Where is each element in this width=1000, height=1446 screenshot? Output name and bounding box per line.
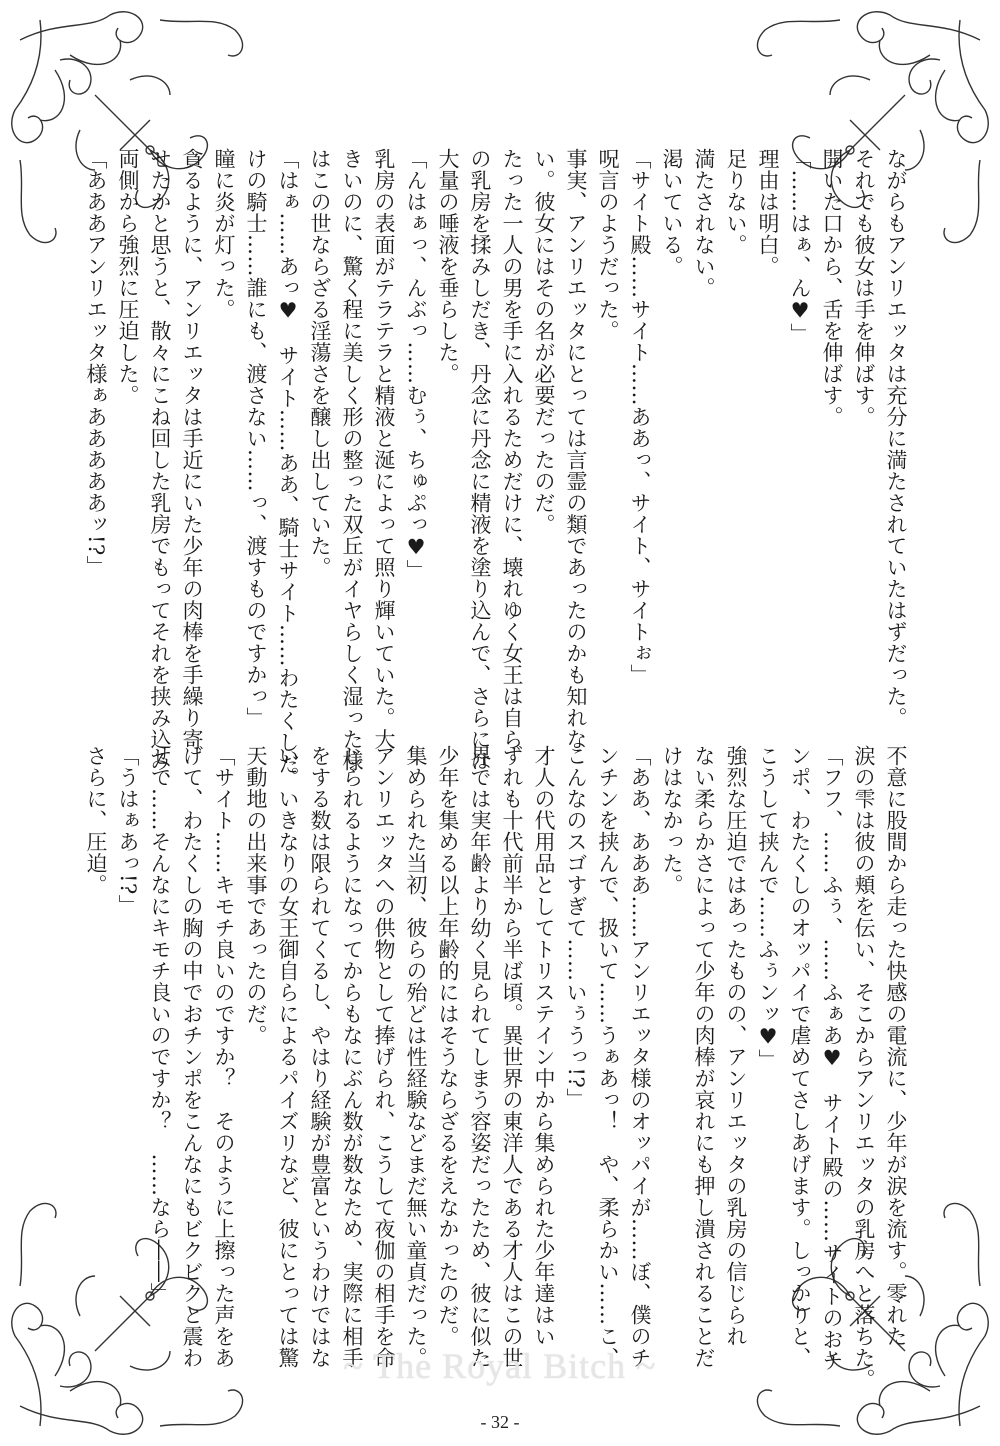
text-line: 呪言のようだった。 bbox=[596, 148, 620, 342]
text-line: 「はぁ……あっ♥ サイト……ああ、騎士サイト……わたくしだ bbox=[276, 148, 300, 775]
text-line: 「……はぁ、ん♥」 bbox=[788, 148, 812, 345]
text-line: せたかと思うと、散々にこね回した乳房でもってそれを挟み込み、 bbox=[148, 148, 172, 793]
text-line: 「フフ、……ふぅ、……ふぁあ♥ サイト殿の……サイトのおチ bbox=[820, 745, 844, 1372]
text-line: 「ああ、あああ……アンリエッタ様のオッパイが……ぼ、僕のチ bbox=[628, 745, 652, 1369]
text-line: 涙の雫は彼の頬を伝い、そこからアンリエッタの乳房へと落ちた。 bbox=[852, 745, 876, 1390]
text-line: けの騎士……誰にも、渡さない……っ、渡すものですかっ」 bbox=[244, 148, 268, 729]
text-line: 理由は明白。 bbox=[756, 148, 780, 277]
text-line: せて……そんなにキモチ良いのですか？ ……なら――」 bbox=[148, 745, 172, 1304]
text-line: 「うはぁあっ!?」 bbox=[116, 745, 140, 917]
text-line: ずれも十代前半から半ば頃。異世界の東洋人である才人はこの世 bbox=[500, 745, 524, 1369]
text-line: 大量の唾液を垂らした。 bbox=[436, 148, 460, 385]
text-line: 「んはぁっ、んぶっ……むぅ、ちゅぷっ♥」 bbox=[404, 148, 428, 581]
page-number: - 32 - bbox=[480, 1412, 520, 1432]
text-line: アンリエッタへの供物として捧げられ、こうして夜伽の相手を命 bbox=[372, 745, 396, 1369]
text-line: の乳房を揉みしだき、丹念に丹念に精液を塗り込んで、さらには bbox=[468, 148, 492, 772]
text-line: 集められた当初、彼らの殆どは性経験などまだ無い童貞だった。 bbox=[404, 745, 428, 1369]
text-line: 「サイト殿……サイト……ああっ、サイト、サイトぉ」 bbox=[628, 148, 652, 686]
text-line: げて、わたくしの胸の中でおチンポをこんなにもビクビクと震わ bbox=[180, 745, 204, 1369]
text-line: 天動地の出来事であったのだ。 bbox=[244, 745, 268, 1046]
text-line: 不意に股間から走った快感の電流に、少年が涙を流す。零れた bbox=[884, 745, 908, 1347]
text-line: ンチンを挟んで、扱いて……うぁあっ！ や、柔らかい……こ、 bbox=[596, 745, 620, 1369]
text-line: 両側から強烈に圧迫した。 bbox=[116, 148, 140, 406]
text-line: い。いきなりの女王御自らによるパイズリなど、彼にとっては驚 bbox=[276, 745, 300, 1369]
text-line: 開いた口から、舌を伸ばす。 bbox=[820, 148, 844, 428]
text-line: 事実、アンリエッタにとっては言霊の類であったのかも知れな bbox=[564, 148, 588, 750]
text-line: 少年を集める以上年齢的にはそうならざるをえなかったのだ。 bbox=[436, 745, 460, 1347]
text-line: じられるようになってからもなにぶん数が数なため、実際に相手 bbox=[340, 745, 364, 1369]
text-line: 渇いている。 bbox=[660, 148, 684, 277]
text-line: ンポ、わたくしのオッパイで虐めてさしあげます。しっかりと、 bbox=[788, 745, 812, 1369]
text-line: それでも彼女は手を伸ばす。 bbox=[852, 148, 876, 428]
text-line: 瞳に炎が灯った。 bbox=[212, 148, 236, 320]
text-line: こんなのスゴすぎて……いぅうっ!?」 bbox=[564, 745, 588, 1110]
text-line: けはなかった。 bbox=[660, 745, 684, 896]
text-line: い。彼女にはその名が必要だったのだ。 bbox=[532, 148, 556, 535]
text-line: 貪るように、アンリエッタは手近にいた少年の肉棒を手繰り寄 bbox=[180, 148, 204, 750]
text-line: さらに、圧迫。 bbox=[84, 745, 108, 896]
text-line: ながらもアンリエッタは充分に満たされていたはずだった。 bbox=[884, 148, 908, 729]
text-line: こうして挟んで……ふぅンッ♥」 bbox=[756, 745, 780, 1071]
text-line: 界では実年齢より幼く見られてしまう容姿だったため、彼に似た bbox=[468, 745, 492, 1369]
text-line: 満たされない。 bbox=[692, 148, 716, 299]
upper-text-block bbox=[84, 148, 912, 793]
text-line: ない柔らかさによって少年の肉棒が哀れにも押し潰されることだ bbox=[692, 745, 716, 1369]
text-line: きいのに、驚く程に美しく形の整った双丘がイヤらしく湿った様 bbox=[340, 148, 364, 772]
text-line: 乳房の表面がテラテラと精液と涎によって照り輝いていた。大 bbox=[372, 148, 396, 750]
text-line: 「あああアンリエッタ様ぁあああああッ!?」 bbox=[84, 148, 108, 578]
text-line: 強烈な圧迫ではあったものの、アンリエッタの乳房の信じられ bbox=[724, 745, 748, 1347]
text-line: をする数は限られてくるし、やはり経験が豊富というわけではな bbox=[308, 745, 332, 1369]
text-line: 才人の代用品としてトリステイン中から集められた少年達はい bbox=[532, 745, 556, 1347]
text-line: はこの世ならざる淫蕩さを醸し出していた。 bbox=[308, 148, 332, 578]
text-line: たった一人の男を手に入れるためだけに、壊れゆく女王は自ら bbox=[500, 148, 524, 750]
book-title-footer: ~ The Royal Bitch ~ bbox=[343, 1346, 657, 1386]
text-line: 「サイト……キモチ良いのですか？ そのように上擦った声をあ bbox=[212, 745, 236, 1369]
text-line: 足りない。 bbox=[724, 148, 748, 256]
